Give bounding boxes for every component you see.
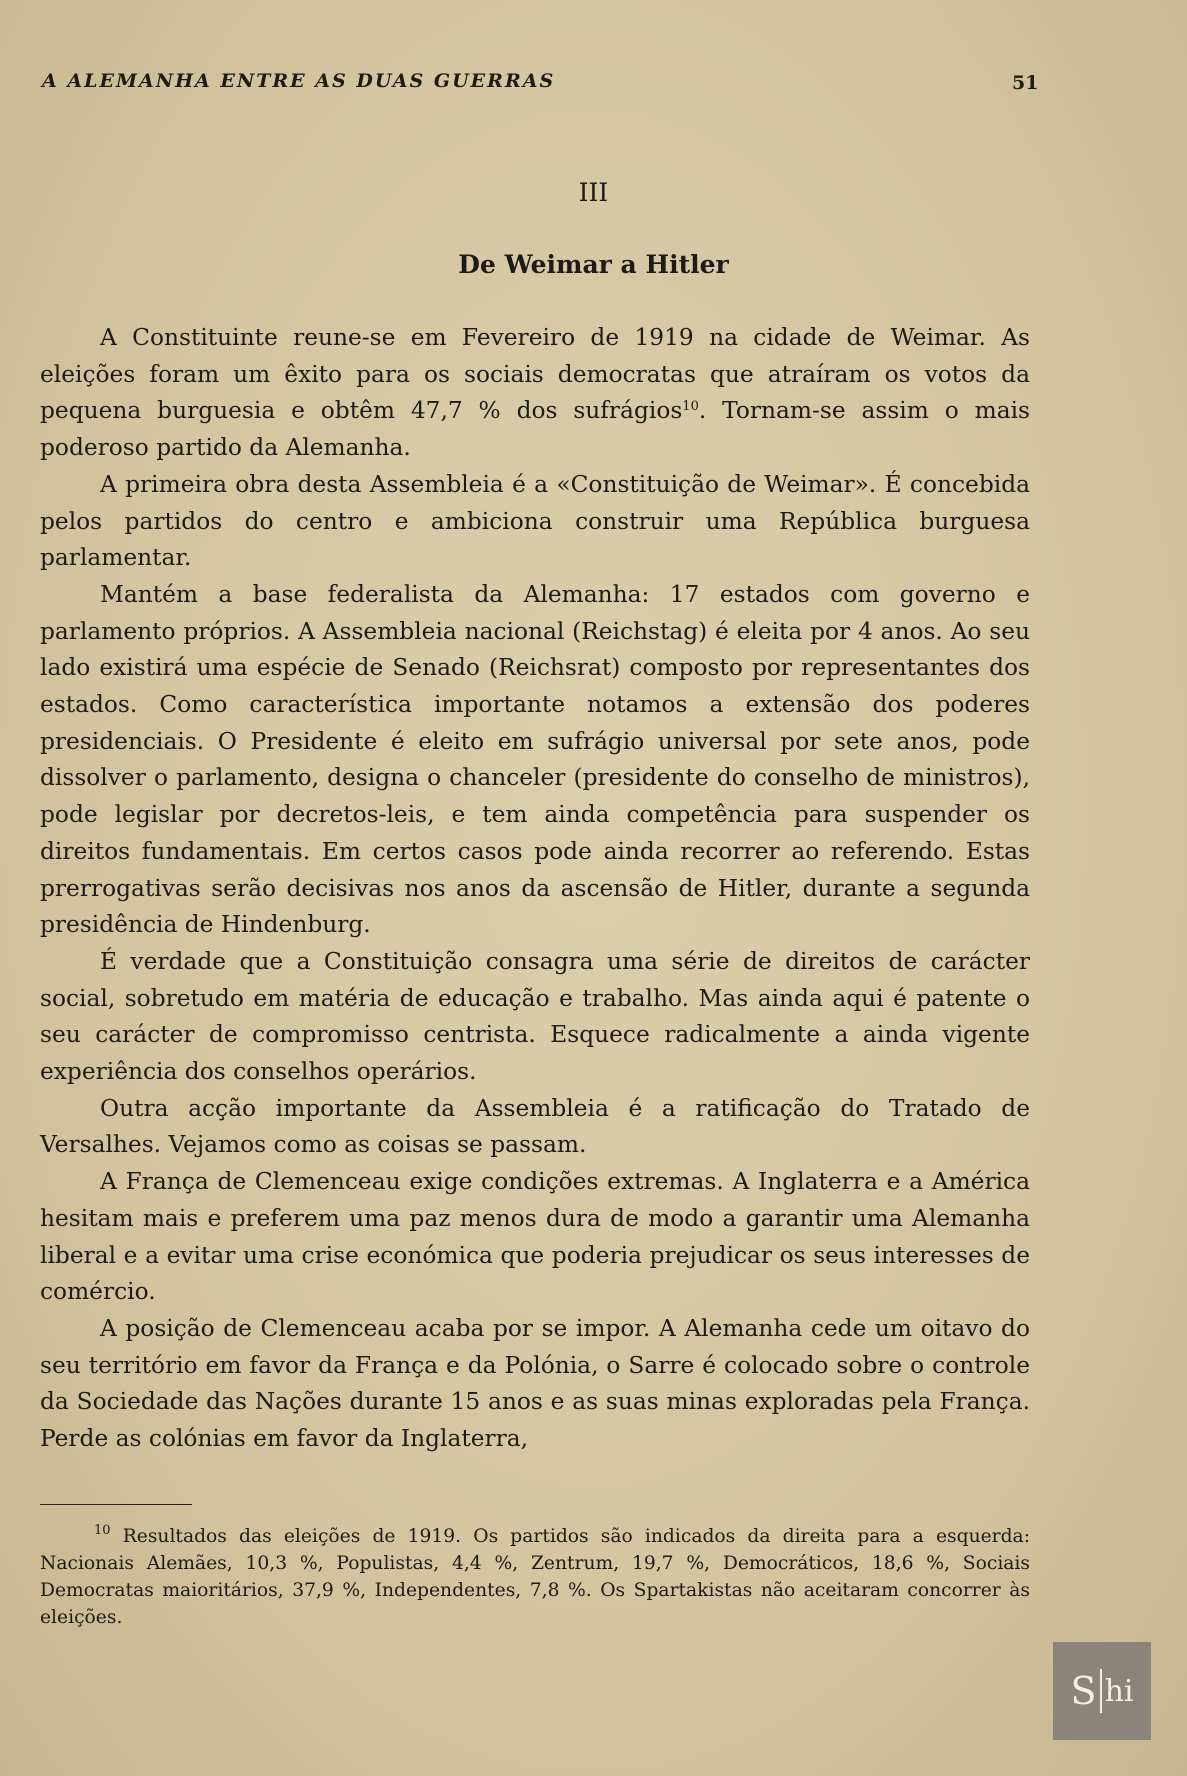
paragraph: É verdade que a Constituição consagra uma série de direitos de carácter social, sobretudo em matéria de educação e trabalho. Mas ainda aqui é patente o seu carácter de compromisso centrista. Esquece radicalmente a ainda vigente experiência dos conselhos operários.: [40, 947, 1030, 1086]
running-title: A ALEMANHA ENTRE AS DUAS GUERRAS: [42, 70, 556, 92]
footnote-separator: [40, 1504, 192, 1505]
chapter-title: De Weimar a Hitler: [458, 250, 729, 279]
footnote-text: Resultados das eleições de 1919. Os partidos são indicados da direita para a esquerda: Nacionais Alemães, 10,3 %, Populistas, 4,4 %, Zentrum, 19,7 %, Democráticos, 18,6 %, Sociais Democratas maioritários, 37,9 %, Independentes, 7,8 %. Os Spartakistas não aceitaram concorrer às eleições.: [40, 1526, 1030, 1628]
body-text: [40, 320, 1030, 1458]
footnote-ref[interactable]: 10: [682, 399, 699, 415]
footnote: [40, 1523, 1030, 1631]
publisher-logo: [1053, 1642, 1151, 1740]
paragraph: A posição de Clemenceau acaba por se impor. A Alemanha cede um oitavo do seu território em favor da França e da Polónia, o Sarre é colocado sobre o controle da Sociedade das Nações durante 15 anos e as suas minas exploradas pela França. Perde as colónias em favor da Inglaterra,: [40, 1314, 1030, 1453]
paragraph: Mantém a base federalista da Alemanha: 17 estados com governo e parlamento próprios. A Assembleia nacional (Reichstag) é eleita por 4 anos. Ao seu lado existirá uma espécie de Senado (Reichsrat) composto por representantes dos estados. Como característica importante notamos a extensão dos poderes presidenciais. O Presidente é eleito em sufrágio universal por sete anos, pode dissolver o parlamento, designa o chanceler (presidente do conselho de ministros), pode legislar por decretos-leis, e tem ainda competência para suspender os direitos fundamentais. Em certos casos pode ainda recorrer ao referendo. Estas prerrogativas serão decisivas nos anos da ascensão de Hitler, durante a segunda presidência de Hindenburg.: [40, 580, 1030, 939]
page-number: 51: [1012, 72, 1039, 94]
paragraph: Outra acção importante da Assembleia é a ratificação do Tratado de Versalhes. Vejamos como as coisas se passam.: [40, 1094, 1030, 1159]
paragraph: A França de Clemenceau exige condições extremas. A Inglaterra e a América hesitam mais e preferem uma paz menos dura de modo a garantir uma Alemanha liberal e a evitar uma crise económica que poderia prejudicar os seus interesses de comércio.: [40, 1168, 1030, 1306]
paragraph: [40, 320, 1030, 467]
paragraph: A primeira obra desta Assembleia é a «Constituição de Weimar». É concebida pelos partidos do centro e ambiciona construir uma República burguesa parlamentar.: [40, 470, 1030, 572]
paragraph-text-continued: . Tornam-se assim o mais poderoso partido da Alemanha.: [40, 397, 1030, 462]
chapter-number: III: [578, 178, 609, 207]
logo-letters: hi: [1104, 1673, 1134, 1709]
footnote-number: 10: [94, 1523, 111, 1538]
logo-divider: [1100, 1669, 1102, 1713]
logo-letter: S: [1070, 1669, 1097, 1713]
paragraph-text: A Constituinte reune-se em Fevereiro de 1919 na cidade de Weimar. As eleições foram um êxito para os sociais democratas que atraíram os votos da pequena burguesia e obtêm 47,7 % dos sufrágios: [40, 324, 1030, 425]
